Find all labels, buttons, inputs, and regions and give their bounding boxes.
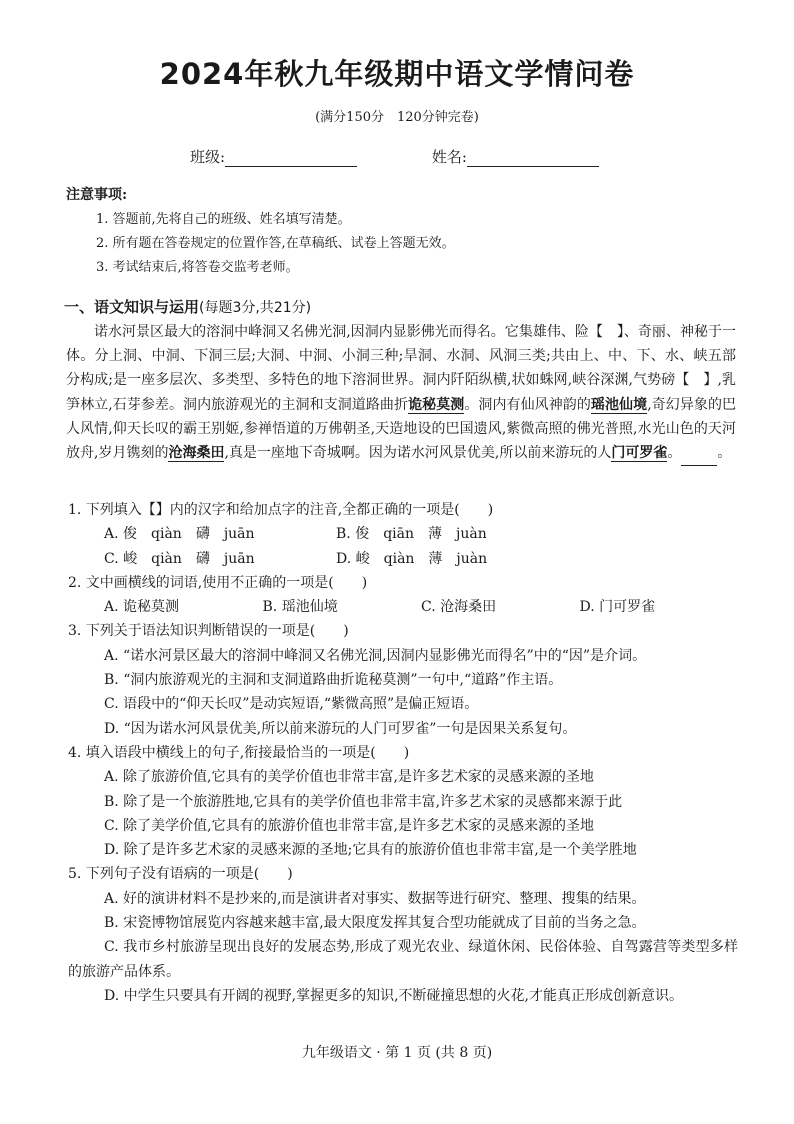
option-b: B. 俊 qiān 薄 juàn: [336, 526, 487, 543]
underlined-term: 沧海桑田: [168, 445, 225, 462]
underlined-term: 门可罗雀: [611, 445, 668, 462]
page-footer: 九年级语文 · 第 1 页 (共 8 页): [301, 1045, 493, 1061]
passage-text: 诺水河景区最大的溶洞中峰洞又名佛光洞,因洞内显影佛光而得名。它集雄伟、险【 】、奇丽、神秘于一体。分上洞、中洞、下洞三层;大洞、中洞、小洞三种;旱洞、水洞、风洞三类;共由上、中、下、水、峡五部分构成;是一座多层次、多类型、多特色的地下溶洞世界。洞内阡陌纵横,状如蛛网,峡谷深渊,气势磅【 】,乳笋林立,石芽参差。洞内旅游观光的主洞和支洞道路曲折: [66, 324, 736, 413]
notice-title: 注意事项:: [66, 187, 128, 203]
class-label: 班级:: [190, 148, 226, 166]
question-5: [68, 862, 738, 1008]
notice-item: 3. 考试结束后,将答卷交监考老师。: [96, 260, 299, 275]
option-b: B. 宋瓷博物馆展览内容越来越丰富,最大限度发挥其复合型功能就成了目前的当务之急。: [104, 915, 646, 932]
underlined-term: 诡秘莫测: [408, 396, 465, 413]
option-b: B. 除了是一个旅游胜地,它具有的美学价值也非常丰富,许多艺术家的灵感都来源于此: [104, 793, 623, 810]
passage-text: ,真是一座地下奇城啊。因为诺水河风景优美,所以前来游玩的人: [224, 445, 612, 462]
option-b: B. “洞内旅游观光的主洞和支洞道路曲折诡秘莫测”一句中,“道路”作主语。: [104, 672, 563, 689]
option-d: D. “因为诺水河风景优美,所以前来游玩的人门可罗雀”一句是因果关系复句。: [104, 720, 577, 737]
student-info: [190, 146, 669, 167]
section-scoring: (每题3分,共21分): [199, 300, 312, 316]
question-2: [68, 571, 738, 620]
name-field: [432, 146, 599, 167]
option-c: C. 我市乡村旅游呈现出良好的发展态势,形成了观光农业、绿道休闲、民俗体验、自驾露营等类型多样的旅游产品体系。: [68, 939, 738, 980]
option-c: C. 沧海桑田: [421, 599, 497, 616]
question-3: [68, 619, 738, 740]
passage-text: ,奇幻异象的巴人风情,仰天长叹的霸王别姬,参禅悟道的万佛朝圣,天造地设的巴国遗风,紫微高照的佛光普照,水光山色的天河放舟,岁月镌刻的: [66, 396, 737, 462]
passage-text: 。: [667, 445, 682, 462]
option-d: D. 峻 qiàn 薄 juàn: [336, 550, 488, 567]
passage-text: 。洞内有仙风神韵的: [464, 396, 591, 413]
reading-passage: [66, 320, 736, 466]
options-row: [68, 522, 738, 546]
exam-subtitle: (满分150分 120分钟完卷): [315, 110, 479, 125]
name-blank: [467, 150, 599, 167]
option-d: D. 门可罗雀: [579, 599, 656, 616]
question-list: [68, 498, 738, 1008]
notice-item: 1. 答题前,先将自己的班级、姓名填写清楚。: [96, 212, 351, 227]
options-row: [68, 547, 738, 571]
notice-list: [96, 208, 455, 280]
exam-title: 2024年秋九年级期中语文学情问卷: [159, 57, 635, 91]
notice-item: 2. 所有题在答卷规定的位置作答,在草稿纸、试卷上答题无效。: [96, 236, 455, 251]
fill-blank: [681, 451, 717, 466]
option-d: D. 除了是许多艺术家的灵感来源的圣地;它具有的旅游价值也非常丰富,是一个美学胜地: [104, 842, 637, 859]
options-row: [68, 595, 738, 619]
question-4: [68, 741, 738, 862]
question-stem: 5. 下列句子没有语病的一项是( ): [68, 866, 293, 883]
option-d: D. 中学生只要具有开阔的视野,掌握更多的知识,不断碰撞思想的火花,才能真正形成创新意识。: [104, 987, 683, 1004]
option-a: A. 诡秘莫测: [104, 599, 180, 616]
passage-text: 。: [717, 445, 732, 462]
question-1: [68, 498, 738, 571]
section-heading: 一、语文知识与运用: [64, 298, 200, 316]
option-a: A. “诺水河景区最大的溶洞中峰洞又名佛光洞,因洞内显影佛光而得名”中的“因”是介词。: [104, 647, 647, 664]
underlined-term: 瑶池仙境: [590, 396, 648, 413]
option-a: A. 俊 qiàn 礴 juān: [104, 526, 255, 543]
class-blank: [225, 150, 357, 167]
question-stem: 4. 填入语段中横线上的句子,衔接最恰当的一项是( ): [68, 744, 410, 761]
option-c: C. 语段中的“仰天长叹”是动宾短语,“紫微高照”是偏正短语。: [104, 696, 479, 713]
option-a: A. 好的演讲材料不是抄来的,而是演讲者对事实、数据等进行研究、整理、搜集的结果。: [104, 890, 646, 907]
question-stem: 1. 下列填入【】内的汉字和给加点字的注音,全都正确的一项是( ): [68, 502, 494, 518]
class-field: [190, 146, 357, 167]
question-stem: 3. 下列关于语法知识判断错误的一项是( ): [68, 623, 349, 640]
option-b: B. 瑶池仙境: [262, 599, 338, 616]
option-c: C. 除了美学价值,它具有的旅游价值也非常丰富,是许多艺术家的灵感来源的圣地: [104, 817, 595, 834]
section-title: [64, 296, 311, 317]
option-c: C. 峻 qiàn 礴 juān: [104, 550, 255, 567]
option-a: A. 除了旅游价值,它具有的美学价值也非常丰富,是许多艺术家的灵感来源的圣地: [104, 769, 594, 786]
name-label: 姓名:: [431, 148, 467, 166]
question-stem: 2. 文中画横线的词语,使用不正确的一项是( ): [68, 574, 368, 591]
